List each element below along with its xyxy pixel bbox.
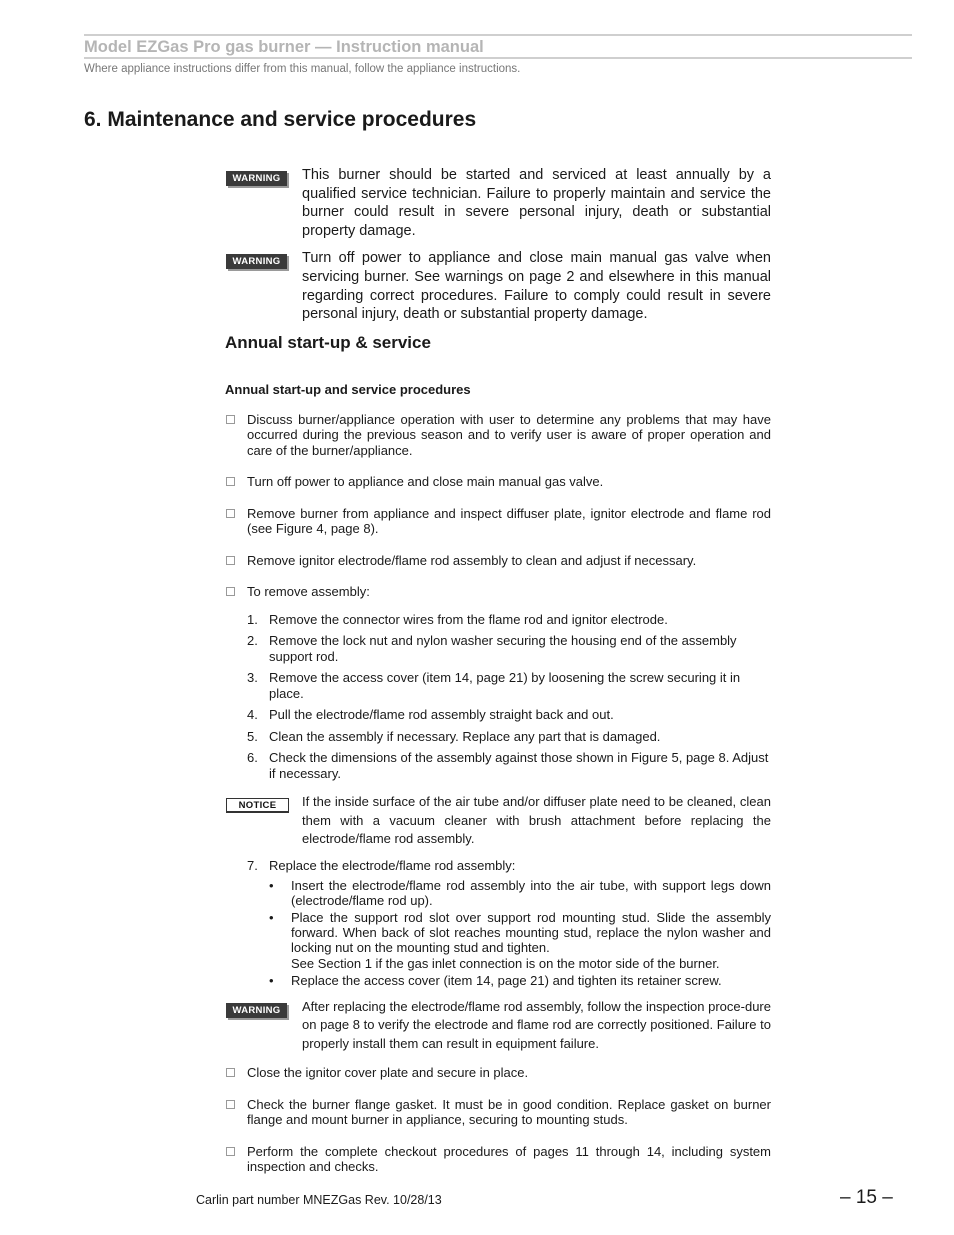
header-rule-bottom bbox=[84, 57, 912, 59]
warning-block bbox=[225, 166, 771, 240]
replace-bullets bbox=[225, 878, 771, 988]
numbered-step: 6. Check the dimensions of the assembly against those shown in Figure 5, page 8. Adjust if necessary. bbox=[247, 750, 769, 781]
section-content bbox=[225, 166, 771, 1191]
warning-text: Turn off power to appliance and close main manual gas valve when servicing burner. See warnings on page 2 and elsewhere in this manual regarding correct procedures. Failure to comply could result in severe personal injury, death or substantial property damage. bbox=[302, 250, 771, 323]
warning-text: This burner should be started and serviced at least annually by a qualified service technician. Failure to properly maintain and service the burner could result in severe personal injury, death or substantial property damage. bbox=[302, 167, 771, 239]
checkbox-icon bbox=[226, 509, 235, 518]
numbered-step: 4. Pull the electrode/flame rod assembly straight back and out. bbox=[247, 707, 614, 723]
checklist-item: Remove burner from appliance and inspect diffuser plate, ignitor electrode and flame rod (see Figure 4, page 8). bbox=[225, 506, 771, 537]
checklist-item: Check the burner flange gasket. It must be in good condition. Replace gasket on burner flange and mount burner in appliance, securing to mounting studs. bbox=[225, 1097, 771, 1128]
numbered-step: 5. Clean the assembly if necessary. Replace any part that is damaged. bbox=[247, 728, 661, 744]
replace-steps bbox=[225, 858, 771, 874]
checkbox-icon bbox=[226, 1147, 235, 1156]
warning-block bbox=[225, 998, 771, 1054]
checklist-item: Close the ignitor cover plate and secure in place. bbox=[225, 1065, 771, 1081]
numbered-step: 7. Replace the electrode/flame rod assembly: bbox=[247, 858, 516, 874]
checklist-item: Discuss burner/appliance operation with user to determine any problems that may have occurred during the previous season and to verify user is aware of proper operation and care of the burner/appliance. bbox=[225, 412, 771, 459]
checklist-item: To remove assembly: bbox=[225, 584, 771, 600]
checkbox-icon bbox=[226, 556, 235, 565]
bullet-item: • Insert the electrode/flame rod assembly into the air tube, with support legs down (electrode/flame rod up). bbox=[269, 877, 771, 908]
checkbox-icon bbox=[226, 415, 235, 424]
subsection-title: Annual start-up & service bbox=[225, 332, 431, 352]
bullet-icon: • bbox=[269, 972, 274, 988]
bullet-icon: • bbox=[269, 909, 274, 925]
procedures-heading: Annual start-up and service procedures bbox=[225, 381, 471, 397]
numbered-step: 3. Remove the access cover (item 14, page 21) by loosening the screw securing it in place. bbox=[247, 670, 741, 701]
bullet-item: • Place the support rod slot over support rod mounting stud. Slide the assembly forward. When back of slot reaches mounting stud, replace the nylon washer and locking nut on the mounting stud and tighten. bbox=[269, 909, 771, 955]
checklist-item: Perform the complete checkout procedures of pages 11 through 14, including system inspection and checks. bbox=[225, 1144, 771, 1175]
checklist-item: Remove ignitor electrode/flame rod assembly to clean and adjust if necessary. bbox=[225, 553, 771, 569]
manual-subtitle: Where appliance instructions differ from this manual, follow the appliance instructions. bbox=[84, 63, 521, 75]
manual-title: Model EZGas Pro gas burner — Instruction manual bbox=[84, 38, 484, 56]
notice-badge: NOTICE bbox=[226, 798, 289, 813]
checkbox-icon bbox=[226, 477, 235, 486]
checkbox-icon bbox=[226, 1068, 235, 1077]
warning-badge: WARNING bbox=[226, 171, 287, 186]
notice-text: If the inside surface of the air tube and/or diffuser plate need to be cleaned, clean them with a vacuum cleaner with brush attachment before replacing the electrode/flame rod assembly. bbox=[302, 794, 771, 847]
warning-text: After replacing the electrode/flame rod assembly, follow the inspection proce-dure on page 8 to verify the electrode and flame rod are correctly positioned. Failure to properly install them can result in equipment failure. bbox=[302, 998, 771, 1051]
warning-badge: WARNING bbox=[226, 1003, 287, 1018]
notice-block bbox=[225, 793, 771, 849]
bullet-icon: • bbox=[269, 877, 274, 893]
removal-steps bbox=[225, 612, 771, 782]
checklist-item: Turn off power to appliance and close main manual gas valve. bbox=[225, 474, 771, 490]
numbered-step: 2. Remove the lock nut and nylon washer securing the housing end of the assembly support rod. bbox=[247, 633, 737, 664]
page-number: – 15 – bbox=[840, 1187, 893, 1208]
header-rule-top bbox=[84, 34, 912, 36]
checkbox-icon bbox=[226, 1100, 235, 1109]
bullet-item: • Replace the access cover (item 14, page 21) and tighten its retainer screw. bbox=[269, 972, 722, 988]
part-number: Carlin part number MNEZGas Rev. 10/28/13 bbox=[196, 1193, 442, 1207]
section-title: 6. Maintenance and service procedures bbox=[84, 108, 477, 131]
warning-block bbox=[225, 249, 771, 323]
checkbox-icon bbox=[226, 587, 235, 596]
numbered-step: 1. Remove the connector wires from the flame rod and ignitor electrode. bbox=[247, 611, 668, 627]
bullet-continuation: See Section 1 if the gas inlet connection is on the motor side of the burner. bbox=[291, 955, 720, 971]
warning-badge: WARNING bbox=[226, 254, 287, 269]
